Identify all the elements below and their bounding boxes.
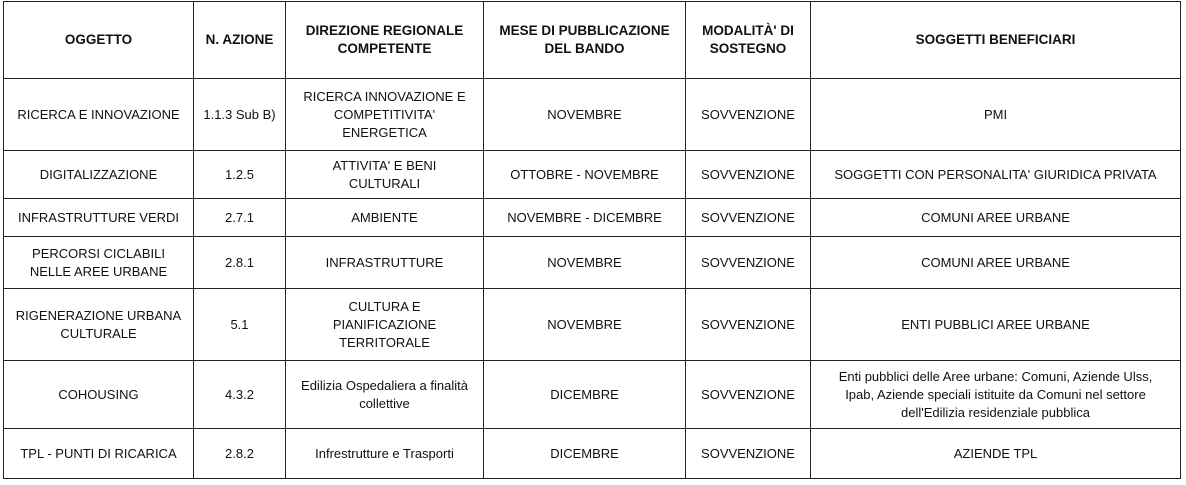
cell-oggetto: PERCORSI CICLABILI NELLE AREE URBANE: [4, 237, 194, 289]
cell-modalita: SOVVENZIONE: [686, 289, 811, 361]
cell-direzione: Edilizia Ospedaliera a finalità collettive: [286, 361, 484, 429]
header-soggetti: SOGGETTI BENEFICIARI: [811, 2, 1181, 79]
cell-soggetti: COMUNI AREE URBANE: [811, 237, 1181, 289]
cell-modalita: SOVVENZIONE: [686, 429, 811, 479]
cell-soggetti: AZIENDE TPL: [811, 429, 1181, 479]
header-direzione: DIREZIONE REGIONALE COMPETENTE: [286, 2, 484, 79]
cell-n-azione: 4.3.2: [194, 361, 286, 429]
table-row: [4, 79, 1181, 151]
cell-mese: NOVEMBRE: [484, 237, 686, 289]
cell-direzione: AMBIENTE: [286, 199, 484, 237]
cell-soggetti: SOGGETTI CON PERSONALITA' GIURIDICA PRIVATA: [811, 151, 1181, 199]
cell-modalita: SOVVENZIONE: [686, 361, 811, 429]
cell-oggetto: COHOUSING: [4, 361, 194, 429]
table-row: [4, 361, 1181, 429]
header-row: [4, 2, 1181, 79]
table-row: [4, 199, 1181, 237]
cell-oggetto: DIGITALIZZAZIONE: [4, 151, 194, 199]
cell-n-azione: 5.1: [194, 289, 286, 361]
cell-soggetti: PMI: [811, 79, 1181, 151]
cell-mese: NOVEMBRE: [484, 289, 686, 361]
header-mese: MESE DI PUBBLICAZIONE DEL BANDO: [484, 2, 686, 79]
cell-direzione: CULTURA E PIANIFICAZIONE TERRITORALE: [286, 289, 484, 361]
cell-soggetti: ENTI PUBBLICI AREE URBANE: [811, 289, 1181, 361]
cell-mese: DICEMBRE: [484, 361, 686, 429]
table-row: [4, 429, 1181, 479]
cell-mese: DICEMBRE: [484, 429, 686, 479]
cell-modalita: SOVVENZIONE: [686, 151, 811, 199]
cell-oggetto: TPL - PUNTI DI RICARICA: [4, 429, 194, 479]
cell-n-azione: 2.7.1: [194, 199, 286, 237]
cell-n-azione: 1.2.5: [194, 151, 286, 199]
cell-n-azione: 1.1.3 Sub B): [194, 79, 286, 151]
cell-modalita: SOVVENZIONE: [686, 237, 811, 289]
cell-soggetti: COMUNI AREE URBANE: [811, 199, 1181, 237]
cell-oggetto: RICERCA E INNOVAZIONE: [4, 79, 194, 151]
cell-n-azione: 2.8.1: [194, 237, 286, 289]
header-oggetto: OGGETTO: [4, 2, 194, 79]
cell-mese: OTTOBRE - NOVEMBRE: [484, 151, 686, 199]
table-row: [4, 237, 1181, 289]
bandi-table: [3, 1, 1181, 479]
cell-modalita: SOVVENZIONE: [686, 79, 811, 151]
cell-direzione: INFRASTRUTTURE: [286, 237, 484, 289]
cell-n-azione: 2.8.2: [194, 429, 286, 479]
cell-oggetto: INFRASTRUTTURE VERDI: [4, 199, 194, 237]
cell-soggetti: Enti pubblici delle Aree urbane: Comuni, Aziende Ulss, Ipab, Aziende speciali istituite da Comuni nel settore dell'Edilizia residenziale pubblica: [811, 361, 1181, 429]
cell-direzione: ATTIVITA' E BENI CULTURALI: [286, 151, 484, 199]
cell-direzione: Infrestrutture e Trasporti: [286, 429, 484, 479]
header-n-azione: N. AZIONE: [194, 2, 286, 79]
cell-mese: NOVEMBRE: [484, 79, 686, 151]
cell-oggetto: RIGENERAZIONE URBANA CULTURALE: [4, 289, 194, 361]
cell-modalita: SOVVENZIONE: [686, 199, 811, 237]
header-modalita: MODALITÀ' DI SOSTEGNO: [686, 2, 811, 79]
cell-mese: NOVEMBRE - DICEMBRE: [484, 199, 686, 237]
table-row: [4, 289, 1181, 361]
cell-direzione: RICERCA INNOVAZIONE E COMPETITIVITA' ENERGETICA: [286, 79, 484, 151]
table-row: [4, 151, 1181, 199]
